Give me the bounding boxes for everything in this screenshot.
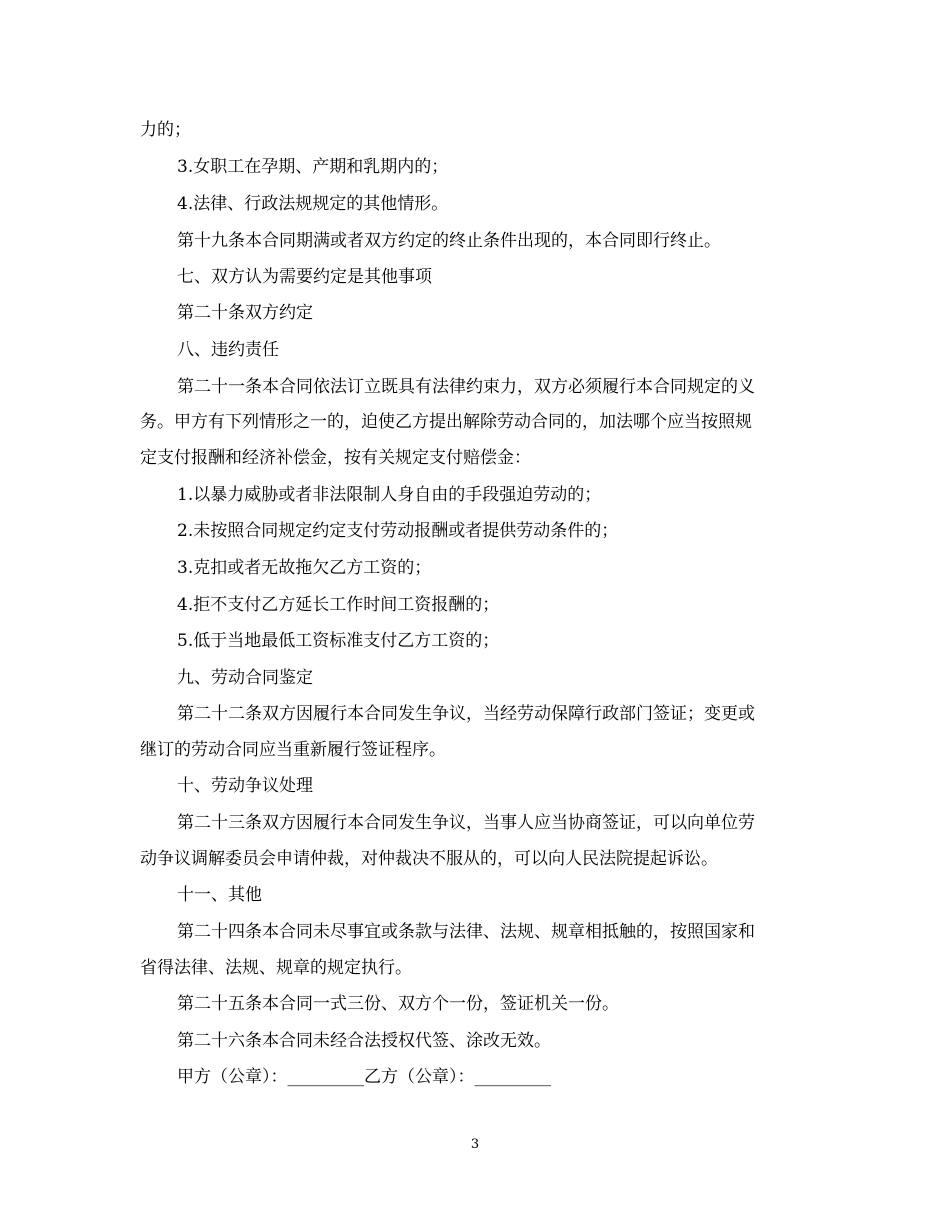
text-line: 3.女职工在孕期、产期和乳期内的；	[177, 157, 449, 177]
section-heading: 七、双方认为需要约定是其他事项	[177, 267, 432, 287]
text-line: 第十九条本合同期满或者双方约定的终止条件出现的，本合同即行终止。	[177, 231, 721, 251]
text-line: 第二十六条本合同未经合法授权代签、涂改无效。	[177, 1031, 551, 1051]
text-line: 第二十三条双方因履行本合同发生争议，当事人应当协商签证，可以向单位劳	[177, 813, 755, 833]
text-line: 4.法律、行政法规规定的其他情形。	[177, 194, 449, 214]
text-line: 第二十五条本合同一式三份、双方个一份，签证机关一份。	[177, 994, 619, 1014]
text-line: 5.低于当地最低工资标准支付乙方工资的；	[177, 631, 500, 651]
section-heading: 八、违约责任	[177, 340, 279, 360]
text-line: 动争议调解委员会申请仲裁，对仲裁决不服从的，可以向人民法院提起诉讼。	[140, 849, 718, 869]
section-heading: 十一、其他	[177, 885, 262, 905]
text-line: 定支付报酬和经济补偿金，按有关规定支付赔偿金：	[140, 448, 531, 468]
text-line: 第二十二条双方因履行本合同发生争议，当经劳动保障行政部门签证；变更或	[177, 704, 755, 724]
text-line: 2.未按照合同规定约定支付劳动报酬或者提供劳动条件的；	[177, 521, 619, 541]
text-line: 继订的劳动合同应当重新履行签证程序。	[140, 740, 446, 760]
text-line: 省得法律、法规、规章的规定执行。	[140, 958, 412, 978]
text-line: 力的；	[140, 120, 191, 140]
section-heading: 九、劳动合同鉴定	[177, 668, 313, 688]
text-line: 第二十一条本合同依法订立既具有法律约束力，双方必须履行本合同规定的义	[177, 377, 755, 397]
text-line: 第二十条双方约定	[177, 303, 313, 323]
text-line: 3.克扣或者无故拖欠乙方工资的；	[177, 558, 432, 578]
text-line: 4.拒不支付乙方延长工作时间工资报酬的；	[177, 595, 500, 615]
text-line: 1.以暴力威胁或者非法限制人身自由的手段强迫劳动的；	[177, 485, 602, 505]
page-number: 3	[470, 1137, 480, 1152]
section-heading: 十、劳动争议处理	[177, 776, 313, 796]
text-line: 务。甲方有下列情形之一的，迫使乙方提出解除劳动合同的，加法哪个应当按照规	[140, 412, 752, 432]
signature-line: 甲方（公章）：_________乙方（公章）：_________	[177, 1067, 551, 1087]
text-line: 第二十四条本合同未尽事宜或条款与法律、法规、规章相抵触的，按照国家和	[177, 922, 755, 942]
